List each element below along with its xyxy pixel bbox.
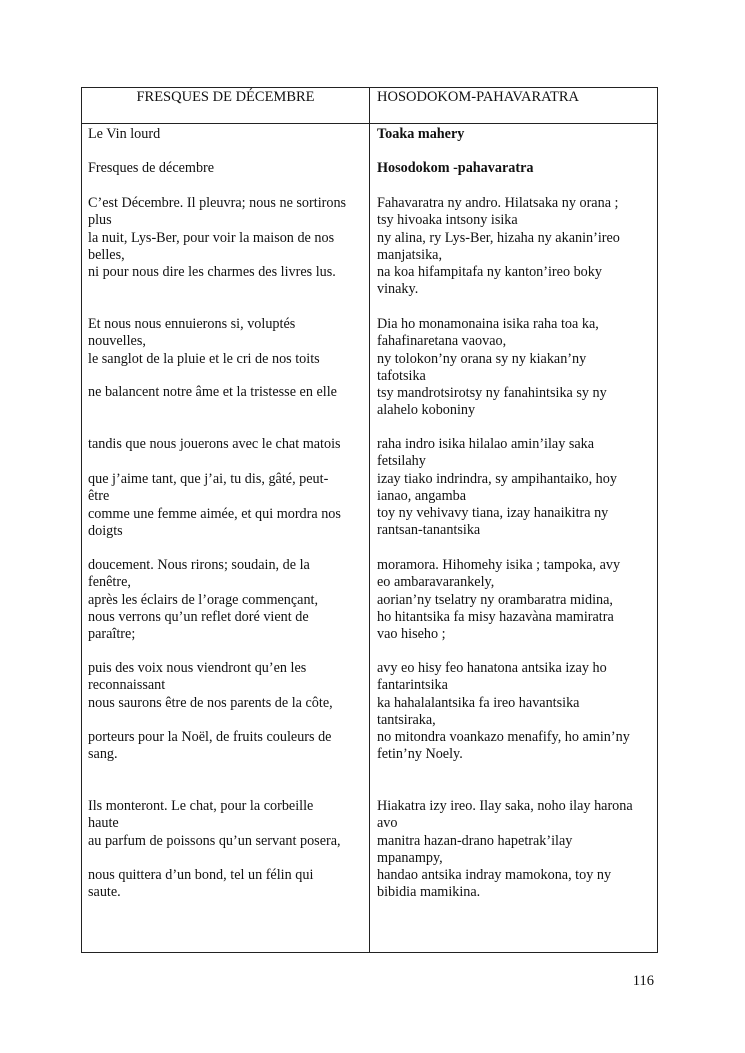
french-line: être [88,488,110,505]
malagasy-line: fetsilahy [377,453,426,470]
column-divider [369,88,370,952]
french-line: au parfum de poissons qu’un servant posera, [88,832,341,849]
french-line: comme une femme aimée, et qui mordra nos [88,505,341,522]
french-stanza [88,798,366,850]
french-line: Fresques de décembre [88,160,215,176]
malagasy-line: fantarintsika [377,677,448,694]
french-line: Ils monteront. Le chat, pour la corbeille [88,798,314,814]
french-line: Et nous nous ennuierons si, voluptés [88,316,296,332]
malagasy-line: aorian’ny tselatry ny orambaratra midina, [377,591,613,608]
french-line: nous verrons qu’un reflet doré vient de [88,608,309,625]
malagasy-stanza [377,798,653,902]
malagasy-line: Fahavaratra ny andro. Hilatsaka ny orana ; [377,195,619,211]
malagasy-stanza [377,557,653,643]
malagasy-line: raha indro isika hilalao amin’ilay saka [377,436,595,452]
french-stanza [88,160,366,177]
french-line: nouvelles, [88,333,146,350]
french-line: saute. [88,884,121,901]
malagasy-line: bibidia mamikina. [377,884,481,901]
malagasy-line: rantsan-tanantsika [377,522,481,539]
french-line: que j’aime tant, que j’ai, tu dis, gâté, peut- [88,471,329,487]
french-stanza [88,729,366,764]
malagasy-subtitle: Hosodokom -pahavaratra [377,160,534,176]
malagasy-line: avy eo hisy feo hanatona antsika izay ho [377,660,607,676]
malagasy-stanza [377,660,653,764]
malagasy-line: Hiakatra izy ireo. Ilay saka, noho ilay harona [377,798,633,814]
french-line: puis des voix nous viendront qu’en les [88,660,307,676]
french-line: nous quittera d’un bond, tel un félin qui [88,867,314,883]
malagasy-stanza [377,436,653,540]
malagasy-stanza [377,316,653,420]
french-line: haute [88,815,119,832]
malagasy-line: tafotsika [377,367,426,384]
french-stanza [88,867,366,902]
malagasy-stanza [377,126,653,143]
malagasy-line: mpanampy, [377,849,443,866]
malagasy-stanza [377,160,653,177]
french-line: paraître; [88,626,136,643]
malagasy-line: fahafinaretana vaovao, [377,333,507,350]
french-line: sang. [88,746,118,763]
french-line: doigts [88,522,123,539]
french-stanza [88,471,366,540]
french-stanza [88,126,366,143]
malagasy-line: moramora. Hihomehy isika ; tampoka, avy [377,557,621,573]
french-line: C’est Décembre. Il pleuvra; nous ne sortirons [88,195,347,211]
malagasy-line: tantsiraka, [377,711,436,728]
french-line: Le Vin lourd [88,126,161,142]
malagasy-line: ho hitantsika fa misy hazavàna mamiratra [377,608,614,625]
header-divider [82,123,657,124]
malagasy-line: Dia ho monamonaina isika raha toa ka, [377,316,599,332]
malagasy-line: avo [377,815,398,832]
malagasy-line: manitra hazan-drano hapetrak’ilay [377,832,573,849]
malagasy-line: izay tiako indrindra, sy ampihantaiko, hoy [377,470,617,487]
malagasy-line: ianao, angamba [377,487,467,504]
malagasy-line: handao antsika indray mamokona, toy ny [377,867,612,884]
french-line: après les éclairs de l’orage commençant, [88,591,319,608]
malagasy-line: ny tolokon’ny orana sy ny kiakan’ny [377,350,587,367]
header-french: FRESQUES DE DÉCEMBRE [136,89,315,105]
malagasy-line: no mitondra voankazo menafify, ho amin’ny [377,729,630,746]
malagasy-line: manjatsika, [377,246,443,263]
parallel-text-table [81,87,658,953]
french-line: reconnaissant [88,677,166,694]
malagasy-line: toy ny vehivavy tiana, izay hanaikitra ny [377,505,609,522]
malagasy-line: ny alina, ry Lys-Ber, hizaha ny akanin’ireo [377,229,620,246]
french-stanza [88,436,366,453]
french-line: ni pour nous dire les charmes des livres lus. [88,264,336,281]
french-line: belles, [88,246,125,263]
french-line: ne balancent notre âme et la tristesse en elle [88,384,337,400]
french-stanza [88,384,366,401]
malagasy-stanza [377,195,653,299]
malagasy-line: ka hahalalantsika fa ireo havantsika [377,694,580,711]
french-stanza [88,195,366,281]
french-line: plus [88,212,112,229]
french-line: tandis que nous jouerons avec le chat matois [88,436,341,452]
french-stanza [88,316,366,368]
malagasy-line: na koa hifampitafa ny kanton’ireo boky [377,264,602,281]
malagasy-line: vinaky. [377,281,419,298]
malagasy-line: fetin’ny Noely. [377,746,463,763]
malagasy-line: tsy mandrotsirotsy ny fanahintsika sy ny [377,385,607,402]
french-line: nous saurons être de nos parents de la côte, [88,694,333,711]
malagasy-line: vao hiseho ; [377,626,446,643]
french-stanza [88,660,366,712]
french-line: la nuit, Lys-Ber, pour voir la maison de nos [88,229,335,246]
french-stanza [88,557,366,643]
malagasy-line: eo ambaravarankely, [377,574,495,591]
malagasy-line: tsy hivoaka intsony isika [377,212,518,229]
french-line: doucement. Nous rirons; soudain, de la [88,557,310,573]
french-line: fenêtre, [88,574,131,591]
header-malagasy: HOSODOKOM-PAHAVARATRA [377,89,579,105]
french-line: porteurs pour la Noël, de fruits couleurs de [88,729,332,745]
malagasy-title: Toaka mahery [377,126,465,142]
malagasy-line: alahelo koboniny [377,402,476,419]
french-line: le sanglot de la pluie et le cri de nos toits [88,350,320,367]
page-number: 116 [632,973,654,989]
